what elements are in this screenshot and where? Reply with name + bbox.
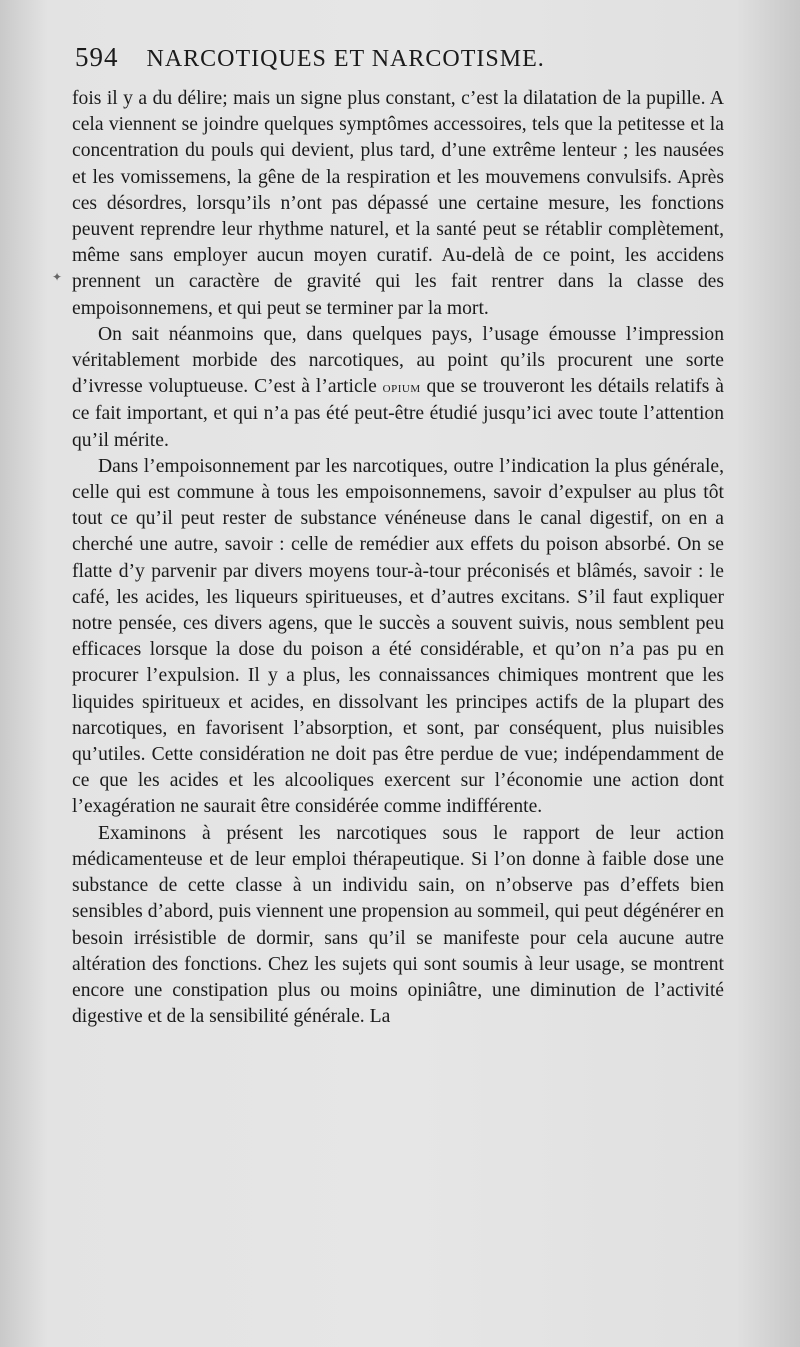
paragraph-3: Dans l’empoisonnement par les narcotiques, outre l’indication la plus générale, celle qui est commune à tous les empoisonnemens, savoir d’expulser au plus tôt tout ce qu’il peut rester de substance vénéneuse dans le canal digestif, on en a cherché une autre, savoir : celle de remédier aux effets du poison absorbé. On se flatte d’y parvenir par divers moyens tour-à-tour préconisés et blâmés, savoir : le café, les acides, les liqueurs spiritueuses, et d’autres excitans. S’il faut expliquer notre pensée, ces divers agens, que le succès a souvent suivis, nous semblent peu efficaces lorsque la dose du poison a été considérable, et qu’on n’a pas pu en procurer l’expulsion. Il y a plus, les connaissances chimiques montrent que les liquides spiritueux et acides, en dissolvant les principes actifs de la plupart des narcotiques, en favorisent l’absorption, et sont, par conséquent, plus nuisibles qu’utiles. Cette considération ne doit pas être perdue de vue; indépendamment de ce que les acides et les alcooliques exercent sur l’économie une action dont l’exagération ne saurait être considérée comme indifférente. bbox=[72, 455, 724, 818]
ink-mark: ✦ bbox=[52, 270, 63, 284]
page-header bbox=[75, 42, 635, 73]
body-text bbox=[72, 86, 724, 1030]
running-title: NARCOTIQUES ET NARCOTISME. bbox=[146, 46, 545, 72]
paragraph-1: fois il y a du délire; mais un signe plus constant, c’est la dilatation de la pupille. A cela viennent se joindre quelques symptômes accessoires, tels que la petitesse et la concentration du pouls qui devient, plus tard, d’une extrême lenteur ; les nausées et les vomissemens, la gêne de la respiration et les mouvemens convulsifs. Après ces désordres, lorsqu’ils n’ont pas dépassé une certaine mesure, les fonctions peuvent reprendre leur rhythme naturel, et la santé peut se rétablir complètement, même sans employer aucun moyen curatif. Au-delà de ce point, les accidens prennent un caractère de gravité qui les fait rentrer dans la classe des empoisonnemens, et qui peut se terminer par la mort. bbox=[72, 88, 724, 319]
paragraph-2-before: On sait néanmoins que, dans quelques pays, l’usage émousse l’impression véritablement morbide des narcotiques, au point qu’ils procurent une sorte d’ivresse voluptueuse. C’est à l’article bbox=[72, 323, 724, 398]
page-number: 594 bbox=[75, 42, 119, 72]
paragraph-2 bbox=[72, 322, 724, 454]
paragraph-2-after: que se trouveront les détails relatifs à ce fait important, et qui n’a pas été peut-être étudié jusqu’ici avec toute l’attention qu’il mérite. bbox=[72, 376, 724, 451]
article-reference: opium bbox=[382, 379, 421, 397]
paragraph-4: Examinons à présent les narcotiques sous le rapport de leur action médicamenteuse et de leur emploi thérapeutique. Si l’on donne à faible dose une substance de cette classe à un individu sain, on n’observe pas d’effets bien sensibles d’abord, puis viennent une propension au sommeil, qui peut dégénérer en besoin irrésistible de dormir, sans qu’il se manifeste pour cela aucune autre altération des fonctions. Chez les sujets qui sont soumis à leur usage, se montrent encore une constipation plus ou moins opiniâtre, une diminution de l’activité digestive et de la sensibilité générale. La bbox=[72, 822, 724, 1028]
